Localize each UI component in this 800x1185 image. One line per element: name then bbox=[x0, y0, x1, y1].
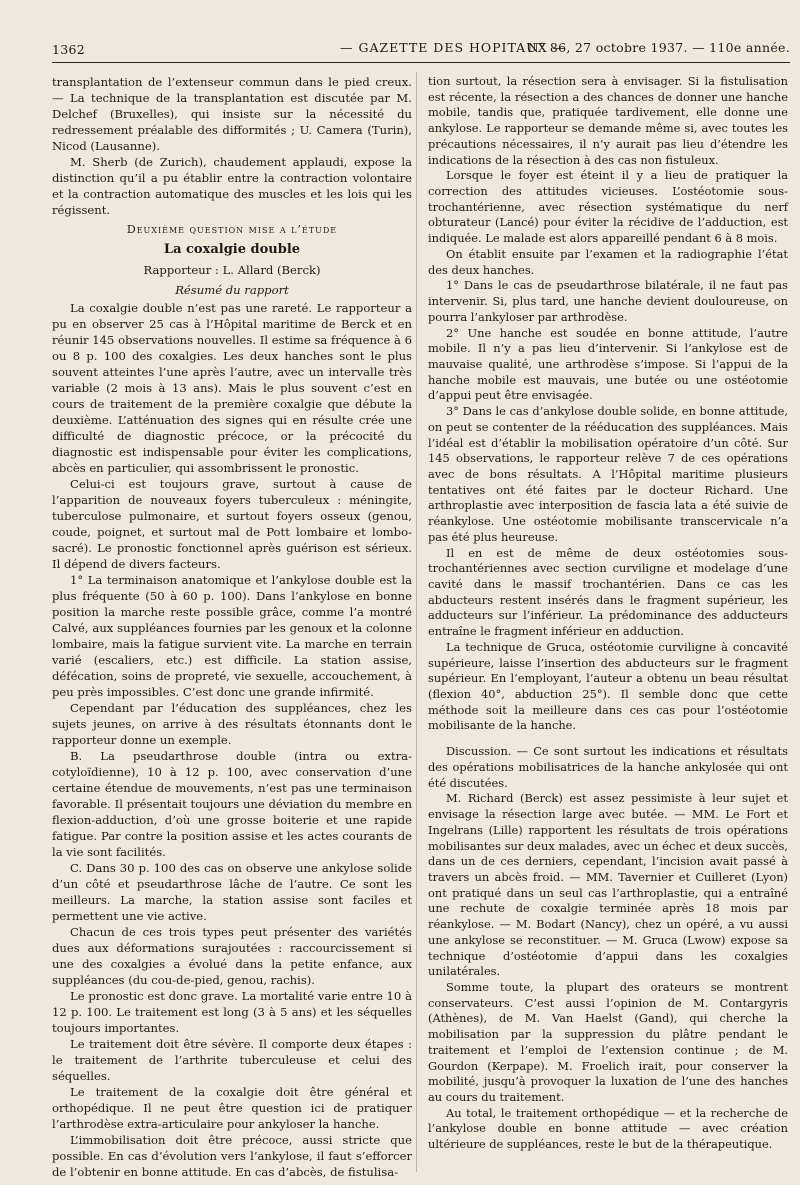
paragraph: Lorsque le foyer est éteint il y a lieu de pratiquer la correction des attitudes vicieuses. L’ostéotomie sous-trochantérienne, avec résection systématique du nerf obturateur (Lancé) pour éviter la récidive de l’adduction, est indiquée. Le malade est alors appareillé pendant 6 à 8 mois. bbox=[428, 168, 788, 246]
spacer bbox=[428, 734, 788, 744]
paragraph: Chacun de ces trois types peut présenter des variétés dues aux déformations surajoutées : raccourcissement si une des coxalgies a évolué dans la petite enfance, aux suppléances (du cou-de-pied, genou, rachis). bbox=[52, 925, 412, 987]
paragraph: Le traitement doit être sévère. Il comporte deux étapes : le traitement de l’arthrite tuberculeuse et celui des séquelles. bbox=[52, 1037, 412, 1083]
page-number: 1362 bbox=[52, 42, 86, 57]
rapporteur-line: Rapporteur : L. Allard (Berck) bbox=[143, 263, 321, 277]
paragraph: tion surtout, la résection sera à envisager. Si la fistulisation est récente, la résection a des chances de donner une hanche mobile, tandis que, pratiquée tardivement, elle donne une ankylose. Le rapporteur se demande même si, avec toutes les précautions nécessaires, il n’y aurait pas lieu d’étendre les indications de la résection à des cas non fistuleux. bbox=[428, 74, 788, 167]
paragraph: On établit ensuite par l’examen et la radiographie l’état des deux hanches. bbox=[428, 246, 788, 277]
paragraph: Le traitement de la coxalgie doit être général et orthopédique. Il ne peut être question ici de pratiquer l’arthrodèse extra-articulaire pour ankyloser la hanche. bbox=[52, 1085, 412, 1131]
paragraph: Celui-ci est toujours grave, surtout à cause de l’apparition de nouveaux foyers tuberculeux : méningite, tuberculose pulmonaire, et surtout foyers osseux (genou, coude, poignet, et surtout mal de Pott lombaire et lombo-sacré). Le pronostic fonctionnel après guérison est sérieux. Il dépend de divers facteurs. bbox=[52, 477, 412, 571]
paragraph: Cependant par l’éducation des suppléances, chez les sujets jeunes, on arrive à des résultats étonnants dont le rapporteur donne un exemple. bbox=[52, 701, 412, 747]
left-column bbox=[52, 74, 412, 1180]
paragraph: L’immobilisation doit être précoce, aussi stricte que possible. En cas d’évolution vers l’ankylose, il faut s’efforcer de l’obtenir en bonne attitude. En cas d’abcès, de fistulisa- bbox=[52, 1133, 412, 1179]
paragraph: M. Sherb (de Zurich), chaudement applaudi, expose la distinction qu’il a pu établir entre la contraction volontaire et la contraction automatique des muscles et les lois qui les régissent. bbox=[52, 155, 412, 217]
right-column bbox=[428, 74, 788, 1153]
column-divider bbox=[416, 72, 417, 1172]
paragraph: Somme toute, la plupart des orateurs se montrent conservateurs. C’est aussi l’opinion de M. Contargyris (Athènes), de M. Van Haelst (Gand), qui cherche la mobilisation par la suppression du plâtre pendant le traitement et l’emploi de l’extension continue ; de M. Gourdon (Kerpape). M. Froelich irait, pour conserver la mobilité, jusqu’à provoquer la luxation de l’une des hanches au cours du traitement. bbox=[428, 979, 788, 1104]
header-rule bbox=[52, 62, 790, 63]
paragraph: 1° La terminaison anatomique et l’ankylose double est la plus fréquente (50 à 60 p. 100). Dans l’ankylose en bonne position la marche reste possible grâce, comme l’a montré Calvé, aux suppléances fournies par les genoux et la colonne lombaire, mais la fatigue survient vite. La marche en terrain varié (escaliers, etc.) est difficile. La station assise, défécation, soins de propreté, vie sexuelle, accouchement, à peu près impossibles. C’est donc une grande infirmité. bbox=[52, 573, 412, 699]
paragraph: Le pronostic est donc grave. La mortalité varie entre 10 à 12 p. 100. Le traitement est long (3 à 5 ans) et les séquelles toujours importantes. bbox=[52, 989, 412, 1035]
article-title: La coxalgie double bbox=[163, 242, 301, 257]
paragraph: Il en est de même de deux ostéotomies sous-trochantériennes avec section curviligne et modelage d’une cavité dans le massif trochantérien. Dans ce cas les abducteurs restent insérés dans le fragment supérieur, les adducteurs sur l’inférieur. La prédominance des adducteurs entraîne le fragment inférieur en adduction. bbox=[428, 545, 788, 639]
issue-info: N° 86, 27 octobre 1937. — 110e année. bbox=[527, 40, 790, 55]
paragraph: transplantation de l’extenseur commun dans le pied creux. — La technique de la transplantation est discutée par M. Delchef (Bruxelles), qui insiste sur la nécessité du redressement préalable des difformités ; U. Camera (Turin), Nicod (Lausanne). bbox=[52, 75, 412, 153]
paragraph: 2° Une hanche est soudée en bonne attitude, l’autre mobile. Il n’y a pas lieu d’intervenir. Si l’ankylose est de mauvaise qualité, une arthrodèse s’impose. Si l’appui de la hanche mobile est mauvais, une butée ou une ostéotomie d’appui peut être envisagée. bbox=[428, 325, 788, 403]
section-label: Deuxième question mise a l’étude bbox=[126, 223, 338, 236]
discussion-paragraph: Discussion. — Ce sont surtout les indications et résultats des opérations mobilisatrices de la hanche ankylosée qui ont été discutées. bbox=[428, 744, 788, 790]
paragraph: 1° Dans le cas de pseudarthrose bilatérale, il ne faut pas intervenir. Si, plus tard, une hanche devient douloureuse, on pourra l’ankyloser par arthrodèse. bbox=[428, 278, 788, 324]
paragraph: 3° Dans le cas d’ankylose double solide, en bonne attitude, on peut se contenter de la rééducation des suppléances. Mais l’idéal est d’établir la mobilisation opératoire d’un côté. Sur 145 observations, le rapporteur relève 7 de ces opérations avec de bons résultats. A l’Hôpital maritime plusieurs tentatives ont été faites par le docteur Richard. Une arthroplastie avec interposition de fascia lata a été suivie de réankylose. Une ostéotomie mobilisante transcervicale n’a pas été plus heureuse. bbox=[428, 404, 788, 544]
paragraph: M. Richard (Berck) est assez pessimiste à leur sujet et envisage la résection large avec butée. — MM. Le Fort et Ingelrans (Lille) rapportent les résultats de trois opérations mobilisantes sur deux malades, avec un échec et deux succès, dans un de ces derniers, cependant, l’incision avait passé à travers un abcès froid. — MM. Tavernier et Cuilleret (Lyon) ont pratiqué dans un seul cas l’arthroplastie, qui a entraîné une rechute de coxalgie terminée après 18 mois par réankylose. — M. Bodart (Nancy), chez un opéré, a vu aussi une ankylose se reconstituer. — M. Gruca (Lwow) expose sa technique d’ostéotomie d’appui dans les coxalgies unilatérales. bbox=[428, 791, 788, 979]
summary-title: Résumé du rapport bbox=[175, 283, 289, 297]
journal-title: — GAZETTE DES HOPITAUX — bbox=[340, 40, 567, 55]
paragraph: La technique de Gruca, ostéotomie curviligne à concavité supérieure, laisse l’insertion des abducteurs sur le fragment supérieur. En l’employant, l’auteur a obtenu un beau résultat (flexion 40°, abduction 25°). Il semble donc que cette méthode soit la meilleure dans ces cas pour l’ostéotomie mobilisante de la hanche. bbox=[428, 639, 788, 733]
paragraph: B. La pseudarthrose double (intra ou extra-cotyloïdienne), 10 à 12 p. 100, avec conservation d’une certaine étendue de mouvements, n’est pas une terminaison favorable. Il présentait toujours une déviation du membre en flexion-adduction, d’où une grosse boiterie et une rapide fatigue. Par contre la position assise et les actes courants de la vie sont facilités. bbox=[52, 749, 412, 859]
page-header bbox=[52, 38, 790, 60]
paragraph: La coxalgie double n’est pas une rareté. Le rapporteur a pu en observer 25 cas à l’Hôpital maritime de Berck et en réunir 145 observations nouvelles. Il estime sa fréquence à 6 ou 8 p. 100 des coxalgies. Les deux hanches sont le plus souvent atteintes l’une après l’autre, avec un intervalle très variable (2 mois à 13 ans). Mais le plus souvent c’est en cours de traitement de la première coxalgie que débute la deuxième. L’atténuation des signes qui en résulte crée une difficulté de diagnostic précoce, or la précocité du diagnostic est indispensable pour éviter les complications, abcès en particulier, qui assombrissent le pronostic. bbox=[52, 301, 412, 475]
paragraph: Au total, le traitement orthopédique — et la recherche de l’ankylose double en bonne attitude — avec création ultérieure de suppléances, reste le but de la thérapeutique. bbox=[428, 1105, 788, 1152]
paragraph: C. Dans 30 p. 100 des cas on observe une ankylose solide d’un côté et pseudarthrose lâche de l’autre. Ce sont les meilleurs. La marche, la station assise sont faciles et permettent une vie active. bbox=[52, 861, 412, 923]
